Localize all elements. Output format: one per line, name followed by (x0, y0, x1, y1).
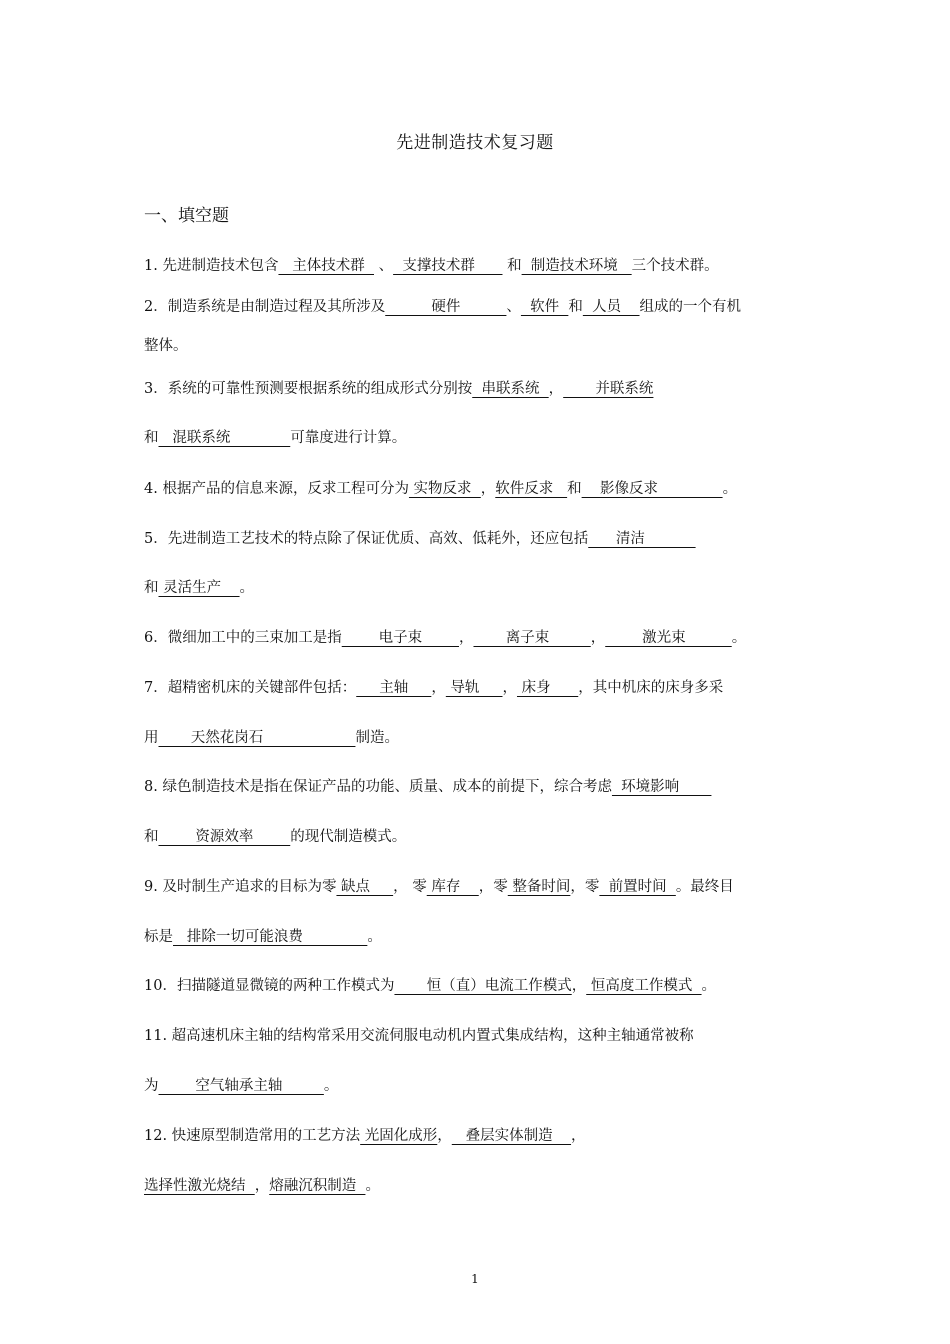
question-text: ， (458, 630, 474, 646)
answer-blank: 熔融沉积制造 (269, 1178, 366, 1194)
question-text: 6．微细加工中的三束加工是指 (144, 630, 342, 646)
question-text: 。 (701, 978, 717, 994)
question-line (144, 976, 808, 996)
question-text: 5．先进制造工艺技术的特点除了保证优质、高效、低耗外，还应包括 (144, 531, 589, 547)
answer-blank: 恒（直）电流工作模式 (394, 978, 572, 994)
question-text: ， (480, 481, 496, 497)
question-text: 标是 (144, 929, 173, 945)
question-text: 。 (239, 580, 255, 596)
question-line (144, 428, 808, 448)
answer-blank: 恒高度工作模式 (586, 978, 702, 994)
question-text: ， (571, 1128, 586, 1144)
answer-blank: 软件反求 (495, 481, 568, 497)
question-text: 1. 先进制造技术包含 (144, 258, 279, 274)
question-text: 为 (144, 1078, 159, 1094)
answer-blank: 离子束 (473, 630, 591, 646)
question-text: 和 (144, 430, 159, 446)
answer-blank: 缺点 (336, 879, 394, 895)
question-line (144, 297, 808, 317)
answer-blank: 硬件 (385, 299, 507, 315)
answer-blank: 资源效率 (158, 829, 291, 845)
answer-blank: 叠层实体制造 (451, 1128, 572, 1144)
question-text: ， (254, 1178, 270, 1194)
answer-blank: 软件 (520, 299, 569, 315)
question-text: 11. 超高速机床主轴的结构常采用交流伺服电动机内置式集成结构，这种主轴通常被称 (144, 1028, 694, 1044)
question-text: 2．制造系统是由制造过程及其所涉及 (144, 299, 386, 315)
question-line (144, 777, 808, 797)
question-text: ， (502, 680, 517, 696)
question-line (144, 1076, 808, 1096)
question-text: 12. 快速原型制造常用的工艺方法 (144, 1128, 361, 1144)
question-text: ， 零 (393, 879, 427, 895)
question-text: 、 (506, 299, 521, 315)
page-number: 1 (471, 1272, 479, 1286)
answer-blank: 主轴 (356, 680, 432, 696)
section-heading: 一、填空题 (144, 206, 229, 226)
answer-blank: 床身 (516, 680, 579, 696)
question-text: ，其中机床的床身多采 (578, 680, 724, 696)
answer-blank: 影像反求 (581, 481, 723, 497)
answer-blank: 天然花岗石 (158, 730, 356, 746)
question-line (144, 1176, 808, 1196)
question-text: 和 (144, 829, 159, 845)
question-line (144, 1026, 808, 1046)
question-text: 4. 根据产品的信息来源，反求工程可分为 (144, 481, 409, 497)
question-line (144, 479, 808, 499)
question-text: 制造。 (355, 730, 399, 746)
question-text: 。 (722, 481, 738, 497)
question-text: 。 (323, 1078, 339, 1094)
question-line (144, 877, 808, 897)
question-text: 的现代制造模式。 (290, 829, 407, 845)
answer-blank: 电子束 (341, 630, 459, 646)
answer-blank: 前置时间 (599, 879, 676, 895)
answer-blank: 导轨 (445, 680, 503, 696)
question-text: 和 (502, 258, 522, 274)
question-line (144, 1126, 808, 1146)
question-text: 和 (567, 481, 582, 497)
answer-blank: 灵活生产 (158, 580, 240, 596)
answer-blank: 混联系统 (158, 430, 291, 446)
question-text: 。 (365, 1178, 380, 1194)
question-line (144, 728, 808, 748)
question-line (144, 529, 808, 549)
answer-blank: 实物反求 (408, 481, 481, 497)
question-text: ， (548, 381, 564, 397)
answer-blank: 库存 (426, 879, 479, 895)
question-text: 。最终目 (675, 879, 734, 895)
answer-blank: 激光束 (605, 630, 732, 646)
question-text: 三个技术群。 (631, 258, 719, 274)
question-line (144, 827, 808, 847)
question-text: 。 (731, 630, 747, 646)
question-text: 和 (568, 299, 583, 315)
question-text: ， (437, 1128, 452, 1144)
question-line (144, 578, 808, 598)
question-text: ，零 (478, 879, 508, 895)
question-line (144, 628, 808, 648)
question-text: 3．系统的可靠性预测要根据系统的组成形式分别按 (144, 381, 473, 397)
question-line (144, 927, 808, 947)
question-text: 可靠度进行计算。 (290, 430, 407, 446)
answer-blank: 整备时间 (507, 879, 571, 895)
answer-blank: 选择性激光烧结 (144, 1178, 255, 1194)
question-text: ， (431, 680, 446, 696)
question-text: ，零 (570, 879, 600, 895)
question-text: 9. 及时制生产追求的目标为零 (144, 879, 337, 895)
answer-blank: 空气轴承主轴 (158, 1078, 324, 1094)
answer-blank: 支撑技术群 (393, 258, 503, 274)
question-text: 8. 绿色制造技术是指在保证产品的功能、质量、成本的前提下，综合考虑 (144, 779, 612, 795)
question-text: ， (571, 978, 587, 994)
question-text: 。 (367, 929, 382, 945)
answer-blank: 制造技术环境 (521, 258, 632, 274)
question-text: 、 (374, 258, 394, 274)
answer-blank: 光固化成形 (360, 1128, 438, 1144)
question-line (144, 379, 808, 399)
question-text: 整体。 (144, 338, 188, 354)
answer-blank: 主体技术群 (278, 258, 374, 274)
question-text: 用 (144, 730, 159, 746)
question-text: 和 (144, 580, 159, 596)
question-line (144, 678, 808, 698)
answer-blank: 清洁 (588, 531, 696, 547)
answer-blank: 串联系统 (472, 381, 549, 397)
answer-blank: 并联系统 (563, 381, 654, 397)
page-title: 先进制造技术复习题 (396, 133, 554, 153)
answer-blank: 排除一切可能浪费 (173, 929, 368, 945)
question-text: 7．超精密机床的关键部件包括： (144, 680, 357, 696)
question-text: 组成的一个有机 (639, 299, 742, 315)
question-line (144, 336, 808, 356)
question-text: 10．扫描隧道显微镜的两种工作模式为 (144, 978, 395, 994)
question-text: ， (590, 630, 606, 646)
answer-blank: 环境影响 (611, 779, 712, 795)
question-line (144, 256, 808, 276)
answer-blank: 人员 (582, 299, 640, 315)
